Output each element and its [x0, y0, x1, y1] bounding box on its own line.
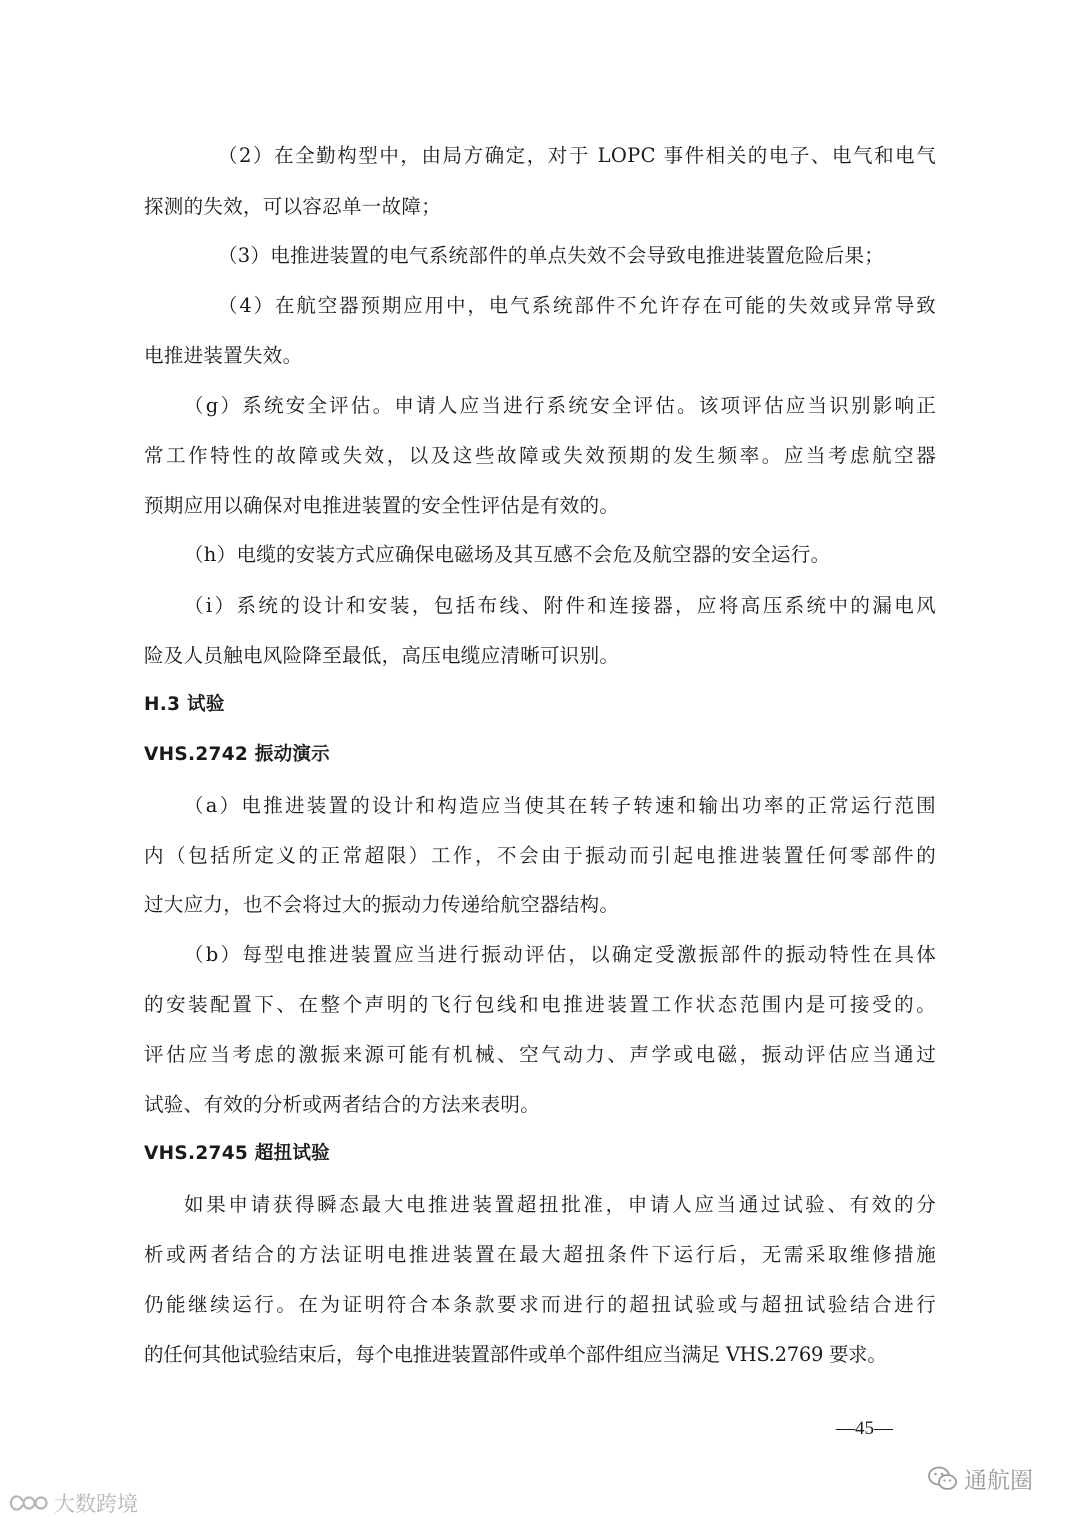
paragraph-line: 如果申请获得瞬态最大电推进装置超扭批准，申请人应当通过试验、有效的分 — [184, 1193, 936, 1216]
paragraph-line: 过大应力，也不会将过大的振动力传递给航空器结构。 — [144, 893, 620, 916]
section-heading: VHS.2742 振动演示 — [144, 744, 330, 765]
paragraph-line: 探测的失效，可以容忍单一故障； — [144, 195, 442, 218]
paragraph-line: 预期应用以确保对电推进装置的安全性评估是有效的。 — [144, 494, 620, 517]
watermark-left — [8, 1488, 138, 1518]
watermark-left-text: 大数跨境 — [54, 1492, 138, 1516]
paragraph-line: 的任何其他试验结束后，每个电推进装置部件或单个部件组应当满足 VHS.2769 要求。 — [144, 1343, 887, 1366]
paragraph-line: 内（包括所定义的正常超限）工作，不会由于振动而引起电推进装置任何零部件的 — [144, 844, 936, 867]
paragraph-line: （i）系统的设计和安装，包括布线、附件和连接器，应将高压系统中的漏电风 — [184, 594, 936, 617]
paragraph-line: （b）每型电推进装置应当进行振动评估，以确定受激振部件的振动特性在具体 — [184, 943, 936, 966]
paragraph-line: （h）电缆的安装方式应确保电磁场及其互感不会危及航空器的安全运行。 — [184, 543, 831, 566]
section-heading: VHS.2745 超扭试验 — [144, 1143, 330, 1164]
paragraph-line: 电推进装置失效。 — [144, 344, 303, 367]
paragraph-line: （g）系统安全评估。申请人应当进行系统安全评估。该项评估应当识别影响正 — [184, 394, 936, 417]
paragraph-line: 试验、有效的分析或两者结合的方法来表明。 — [144, 1093, 541, 1116]
paragraph-line: 析或两者结合的方法证明电推进装置在最大超扭条件下运行后，无需采取维修措施 — [144, 1243, 936, 1266]
paragraph-line: 的安装配置下、在整个声明的飞行包线和电推进装置工作状态范围内是可接受的。 — [144, 993, 936, 1016]
paragraph-line: 常工作特性的故障或失效，以及这些故障或失效预期的发生频率。应当考虑航空器 — [144, 444, 936, 467]
paragraph-line: 评估应当考虑的激振来源可能有机械、空气动力、声学或电磁，振动评估应当通过 — [144, 1043, 936, 1066]
watermark-right — [928, 1462, 1033, 1495]
logo-icon — [8, 1491, 50, 1515]
paragraph-line: 仍能继续运行。在为证明符合本条款要求而进行的超扭试验或与超扭试验结合进行 — [144, 1293, 936, 1316]
paragraph-line: （a）电推进装置的设计和构造应当使其在转子转速和输出功率的正常运行范围 — [184, 794, 936, 817]
paragraph-line: 险及人员触电风险降至最低，高压电缆应清晰可识别。 — [144, 644, 620, 667]
wechat-icon — [928, 1466, 958, 1492]
watermark-right-text: 通航圈 — [964, 1468, 1033, 1494]
paragraph-line: （3）电推进装置的电气系统部件的单点失效不会导致电推进装置危险后果； — [218, 244, 885, 267]
paragraph-line: （2）在全勤构型中，由局方确定，对于 LOPC 事件相关的电子、电气和电气 — [218, 144, 936, 167]
paragraph-line: （4）在航空器预期应用中，电气系统部件不允许存在可能的失效或异常导致 — [218, 294, 936, 317]
section-heading: H.3 试验 — [144, 694, 225, 715]
page-number: —45— — [836, 1418, 893, 1439]
